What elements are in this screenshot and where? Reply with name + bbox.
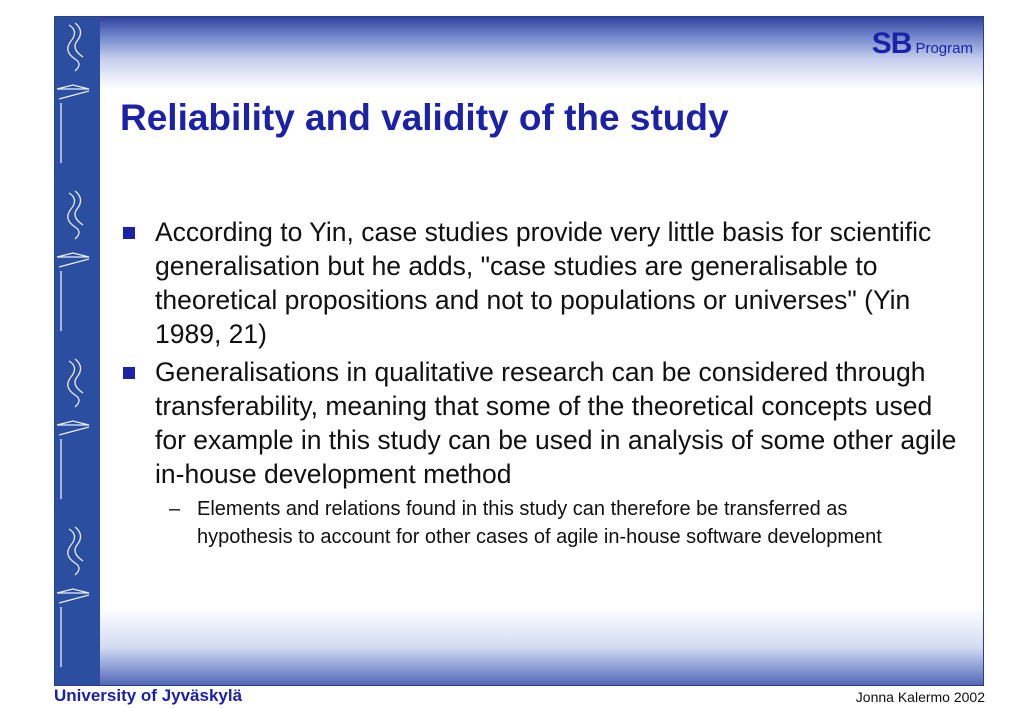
- slide-frame: [54, 16, 984, 686]
- sub-bullet-item: [169, 495, 965, 551]
- slide-content: [123, 215, 965, 551]
- bullet-text: Generalisations in qualitative research can be considered through transferability, meaning that some of the theoretical concepts used for example in this study can be used in analysis of some other agile in-house development method: [155, 357, 957, 489]
- bullet-item: [123, 215, 965, 351]
- slide-title: Reliability and validity of the study: [120, 97, 729, 138]
- logo-text: Program: [915, 40, 973, 57]
- bullet-item: [123, 355, 965, 491]
- sb-program-logo: [872, 27, 973, 61]
- footer-author: Jonna Kalermo 2002: [855, 689, 985, 705]
- footer-university: University of Jyväskylä: [54, 686, 243, 705]
- dash-bullet-marker: –: [169, 498, 181, 520]
- torch-emblem-pattern-icon: [55, 17, 100, 686]
- bullet-text: According to Yin, case studies provide very little basis for scientific generalisation but he adds, "case studies are generalisable to theoretical propositions and not to populations or universes" (Yin 1989, 21): [155, 217, 932, 349]
- square-bullet-icon: [123, 367, 135, 379]
- square-bullet-icon: [123, 227, 135, 239]
- decorative-side-strip: [55, 17, 100, 685]
- sub-bullet-text: Elements and relations found in this study can therefore be transferred as hypothesis to account for other cases of agile in-house software development: [197, 498, 882, 548]
- logo-mark: SB: [871, 27, 912, 60]
